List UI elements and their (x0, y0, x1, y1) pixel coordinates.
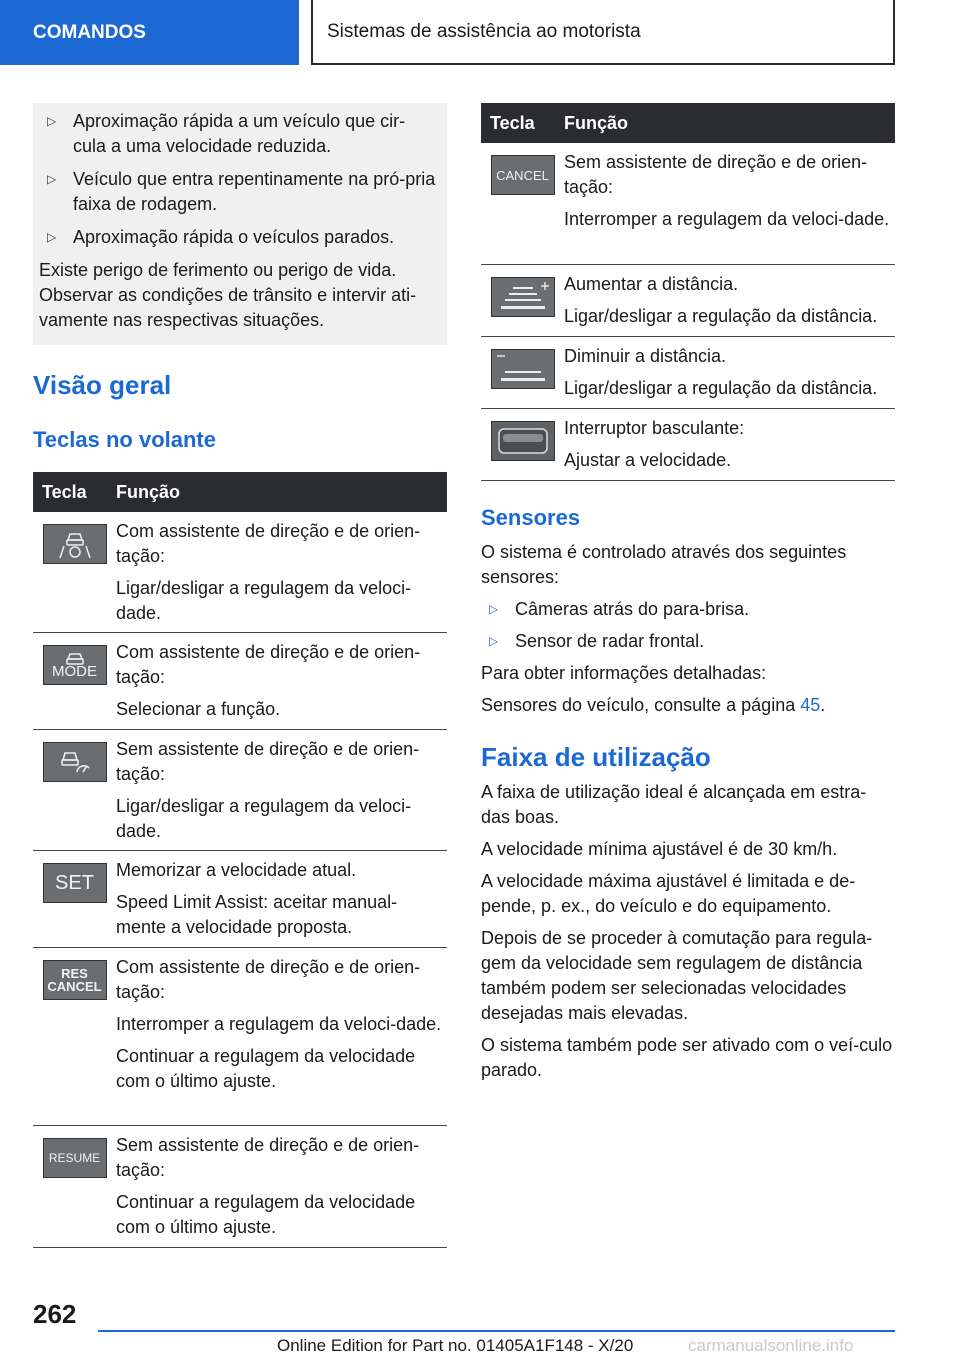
distance-decrease-icon (491, 349, 555, 389)
section-label: COMANDOS (33, 21, 146, 43)
col-function: Função (116, 481, 181, 502)
chapter-title: Sistemas de assistência ao motorista (327, 20, 641, 42)
additional-keys-table (481, 103, 895, 481)
sensors-title: Sensores (481, 505, 581, 530)
warning-bullet: ▷ Aproximação rápida o veículos parados. (39, 225, 437, 250)
col-key: Tecla (42, 481, 87, 502)
mode-icon: MODE (43, 645, 107, 685)
warning-bullet: ▷ Veículo que entra repentinamente na pró-pria faixa de rodagem. (39, 167, 437, 217)
table-header (481, 103, 895, 143)
sensors-intro: O sistema é controlado através dos seguintes sensores: (481, 542, 847, 587)
triangle-bullet-icon: ▷ (47, 114, 57, 128)
overview-subtitle: Teclas no volante (33, 427, 216, 452)
edition-text: Online Edition for Part no. 01405A1F148 - X/20 (277, 1336, 634, 1355)
triangle-bullet-icon: ▷ (489, 602, 499, 616)
distance-increase-icon (491, 277, 555, 317)
sensors-section (481, 540, 895, 725)
page-link[interactable]: 45 (800, 695, 821, 715)
table-row: Interruptor basculante: Ajustar a velocidade. (481, 409, 895, 481)
section-tab (0, 0, 299, 65)
range-title: Faixa de utilização (481, 742, 711, 772)
warning-bullet: ▷ Aproximação rápida a um veículo que cir-cula a uma velocidade reduzida. (39, 109, 437, 159)
table-row: Sem assistente de direção e de orien-tação: Ligar/desligar a regulagem da veloci-dade. (33, 730, 447, 851)
triangle-bullet-icon: ▷ (47, 172, 57, 186)
col-key: Tecla (490, 112, 535, 133)
res-cancel-icon: RES CANCEL (43, 960, 107, 1000)
triangle-bullet-icon: ▷ (489, 634, 499, 648)
col-function: Função (564, 112, 629, 133)
rocker-switch-icon (491, 421, 555, 461)
watermark: carmanualsonline.info (688, 1336, 854, 1355)
page-number: 262 (33, 1299, 77, 1329)
warning-text: Existe perigo de ferimento ou perigo de vida. Observar as condições de trânsito e intervir ati-vamente nas respectivas situações. (39, 260, 417, 330)
steering-keys-table (33, 472, 447, 1248)
warning-box (33, 103, 447, 345)
table-row: RESUME Sem assistente de direção e de orien-tação: Continuar a regulagem da velocidade com o último ajuste. (33, 1126, 447, 1248)
set-icon: SET (43, 863, 107, 903)
sensor-bullet: ▷ Sensor de radar frontal. (481, 629, 895, 654)
footer-divider (98, 1330, 895, 1332)
table-row: Aumentar a distância. Ligar/desligar a regulação da distância. (481, 265, 895, 337)
triangle-bullet-icon: ▷ (47, 230, 57, 244)
cancel-icon: CANCEL (491, 155, 555, 195)
chapter-tab (311, 0, 895, 65)
range-section: A faixa de utilização ideal é alcançada em estra-das boas. A velocidade mínima ajustável é de 30 km/h. A velocidade máxima ajustável é limitada e de-pende, p. ex., do veículo e do equipamento. Depois de se proceder à comutação para regula-gem da velocidade sem regulagem de distância também podem ser selecionadas velocidades desejadas mais elevadas. O sistema também pode ser ativado com o veí-culo parado. (481, 782, 893, 1080)
table-row: Com assistente de direção e de orien-tação: Ligar/desligar a regulagem da veloci-dade. (33, 512, 447, 633)
cruise-control-icon (43, 742, 107, 782)
table-row: Diminuir a distância. Ligar/desligar a regulação da distância. (481, 337, 895, 409)
sensor-bullet: ▷ Câmeras atrás do para-brisa. (481, 597, 895, 622)
sensors-details: Para obter informações detalhadas: (481, 663, 767, 683)
table-header (33, 472, 447, 512)
table-row: RES CANCEL Com assistente de direção e de orien-tação: Interromper a regulagem da veloci-dade. Continuar a regulagem da velocidade com o último ajuste. (33, 948, 447, 1126)
sensors-reference: Sensores do veículo, consulte a página 45. (481, 695, 826, 715)
resume-icon: RESUME (43, 1138, 107, 1178)
overview-title: Visão geral (33, 370, 172, 400)
table-row: SET Memorizar a velocidade atual. Speed Limit Assist: aceitar manual-mente a velocidade proposta. (33, 851, 447, 948)
table-row: MODE Com assistente de direção e de orien-tação: Selecionar a função. (33, 633, 447, 730)
table-row: CANCEL Sem assistente de direção e de orien-tação: Interromper a regulagem da veloci-dade. (481, 143, 895, 265)
steering-assist-icon (43, 524, 107, 564)
